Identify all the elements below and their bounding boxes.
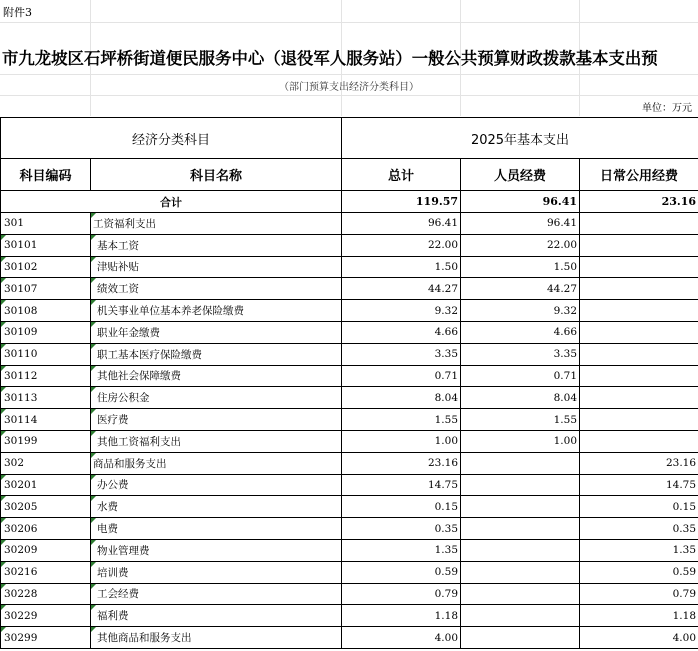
table-row [1,321,698,343]
row-code: 30113 [1,387,91,409]
table-row [1,605,698,627]
table-row [1,539,698,561]
row-public [580,300,698,322]
row-code: 30206 [1,518,91,540]
cell-marker-icon [91,344,96,349]
row-public: 0.59 [580,561,698,583]
cell-marker-icon [1,475,6,480]
row-public [580,234,698,256]
cell-marker-icon [91,387,96,392]
row-name: 水费 [91,496,342,518]
row-code: 30216 [1,561,91,583]
row-public: 0.15 [580,496,698,518]
row-name: 其他商品和服务支出 [91,627,342,649]
row-total: 44.27 [342,278,461,300]
row-code: 30205 [1,496,91,518]
row-total: 1.18 [342,605,461,627]
row-total: 14.75 [342,474,461,496]
row-code: 30228 [1,583,91,605]
row-personnel: 9.32 [461,300,580,322]
table-row [1,518,698,540]
cell-marker-icon [91,453,96,458]
cell-marker-icon [1,627,6,632]
unit-label: 单位：万元 [642,103,692,114]
row-total: 1.00 [342,430,461,452]
row-total: 96.41 [342,213,461,235]
table-row [1,343,698,365]
table-row [1,409,698,431]
row-personnel [461,518,580,540]
row-personnel [461,539,580,561]
cell-marker-icon [91,627,96,632]
header-econ-category: 经济分类科目 [1,118,342,159]
cell-marker-icon [1,344,6,349]
header-personnel: 人员经费 [461,159,580,191]
header-code: 科目编码 [1,159,91,191]
cell-marker-icon [1,366,6,371]
cell-marker-icon [91,540,96,545]
row-total: 3.35 [342,343,461,365]
row-code: 30299 [1,627,91,649]
cell-marker-icon [91,496,96,501]
row-name: 职工基本医疗保险缴费 [91,343,342,365]
row-name: 其他工资福利支出 [91,430,342,452]
row-name: 工会经费 [91,583,342,605]
row-code: 30199 [1,430,91,452]
total-label: 合计 [1,191,342,213]
row-name: 福利费 [91,605,342,627]
row-personnel: 1.00 [461,430,580,452]
table-row [1,474,698,496]
row-public [580,409,698,431]
cell-marker-icon [1,584,6,589]
table-row [1,234,698,256]
cell-marker-icon [91,518,96,523]
row-name: 培训费 [91,561,342,583]
table-row [1,583,698,605]
row-public: 23.16 [580,452,698,474]
row-public [580,278,698,300]
row-public: 14.75 [580,474,698,496]
cell-marker-icon [1,235,6,240]
table-row [1,365,698,387]
row-name: 绩效工资 [91,278,342,300]
cell-marker-icon [1,409,6,414]
total-row [1,191,698,213]
cell-marker-icon [1,518,6,523]
header-year-expense: 2025年基本支出 [342,118,698,159]
row-personnel: 8.04 [461,387,580,409]
row-personnel [461,561,580,583]
total-public: 23.16 [580,191,698,213]
row-code: 30107 [1,278,91,300]
row-total: 0.71 [342,365,461,387]
row-total: 4.66 [342,321,461,343]
row-name: 职业年金缴费 [91,321,342,343]
row-public [580,321,698,343]
cell-marker-icon [1,605,6,610]
table-row [1,452,698,474]
row-name: 办公费 [91,474,342,496]
header-public: 日常公用经费 [580,159,698,191]
row-public [580,256,698,278]
subtitle: （部门预算支出经济分类科目） [279,82,419,93]
row-public: 0.79 [580,583,698,605]
row-name: 电费 [91,518,342,540]
row-personnel [461,496,580,518]
header-name: 科目名称 [91,159,342,191]
row-total: 8.04 [342,387,461,409]
row-name: 物业管理费 [91,539,342,561]
row-public [580,387,698,409]
table-row [1,561,698,583]
row-code: 301 [1,213,91,235]
row-total: 0.35 [342,518,461,540]
row-code: 30112 [1,365,91,387]
row-total: 0.15 [342,496,461,518]
cell-marker-icon [1,300,6,305]
gridline [0,22,698,23]
cell-marker-icon [91,278,96,283]
annex-label: 附件3 [3,6,32,19]
cell-marker-icon [91,584,96,589]
row-total: 22.00 [342,234,461,256]
row-total: 1.55 [342,409,461,431]
table-row [1,430,698,452]
row-name: 其他社会保障缴费 [91,365,342,387]
cell-marker-icon [1,387,6,392]
row-name: 住房公积金 [91,387,342,409]
cell-marker-icon [91,562,96,567]
cell-marker-icon [91,605,96,610]
row-total: 0.79 [342,583,461,605]
row-personnel: 22.00 [461,234,580,256]
row-name: 医疗费 [91,409,342,431]
header-total: 总计 [342,159,461,191]
row-name: 工资福利支出 [91,213,342,235]
row-personnel [461,474,580,496]
row-public: 4.00 [580,627,698,649]
row-name: 机关事业单位基本养老保险缴费 [91,300,342,322]
row-name: 津贴补贴 [91,256,342,278]
row-personnel: 96.41 [461,213,580,235]
cell-marker-icon [91,431,96,436]
row-personnel: 3.35 [461,343,580,365]
row-personnel: 1.55 [461,409,580,431]
cell-marker-icon [91,322,96,327]
row-public [580,343,698,365]
row-total: 1.50 [342,256,461,278]
row-code: 30110 [1,343,91,365]
row-code: 30109 [1,321,91,343]
row-code: 30229 [1,605,91,627]
row-public: 1.18 [580,605,698,627]
table-row [1,278,698,300]
gridline [0,74,698,75]
row-total: 1.35 [342,539,461,561]
row-code: 30209 [1,539,91,561]
row-code: 30108 [1,300,91,322]
table-row [1,496,698,518]
row-code: 302 [1,452,91,474]
cell-marker-icon [91,213,96,218]
cell-marker-icon [91,409,96,414]
cell-marker-icon [91,366,96,371]
gridline [0,95,698,96]
row-personnel: 44.27 [461,278,580,300]
row-public [580,213,698,235]
row-personnel [461,583,580,605]
cell-marker-icon [1,562,6,567]
row-name: 基本工资 [91,234,342,256]
cell-marker-icon [1,540,6,545]
cell-marker-icon [1,322,6,327]
row-total: 9.32 [342,300,461,322]
table-row [1,213,698,235]
cell-marker-icon [91,257,96,262]
row-public: 0.35 [580,518,698,540]
table-row [1,300,698,322]
row-public [580,365,698,387]
page-title: 市九龙坡区石坪桥街道便民服务中心（退役军人服务站）一般公共预算财政拨款基本支出预 [2,49,658,68]
cell-marker-icon [1,431,6,436]
row-name: 商品和服务支出 [91,452,342,474]
row-code: 30114 [1,409,91,431]
row-total: 0.59 [342,561,461,583]
cell-marker-icon [1,278,6,283]
total-total: 119.57 [342,191,461,213]
total-personnel: 96.41 [461,191,580,213]
row-personnel [461,627,580,649]
row-total: 4.00 [342,627,461,649]
row-personnel: 1.50 [461,256,580,278]
row-personnel [461,452,580,474]
row-personnel: 4.66 [461,321,580,343]
row-personnel: 0.71 [461,365,580,387]
row-code: 30101 [1,234,91,256]
row-code: 30201 [1,474,91,496]
cell-marker-icon [91,475,96,480]
row-total: 23.16 [342,452,461,474]
cell-marker-icon [91,235,96,240]
cell-marker-icon [91,300,96,305]
row-personnel [461,605,580,627]
cell-marker-icon [1,496,6,501]
budget-table [0,117,698,649]
row-code: 30102 [1,256,91,278]
table-row [1,627,698,649]
row-public: 1.35 [580,539,698,561]
row-public [580,430,698,452]
cell-marker-icon [1,257,6,262]
table-row [1,387,698,409]
table-row [1,256,698,278]
